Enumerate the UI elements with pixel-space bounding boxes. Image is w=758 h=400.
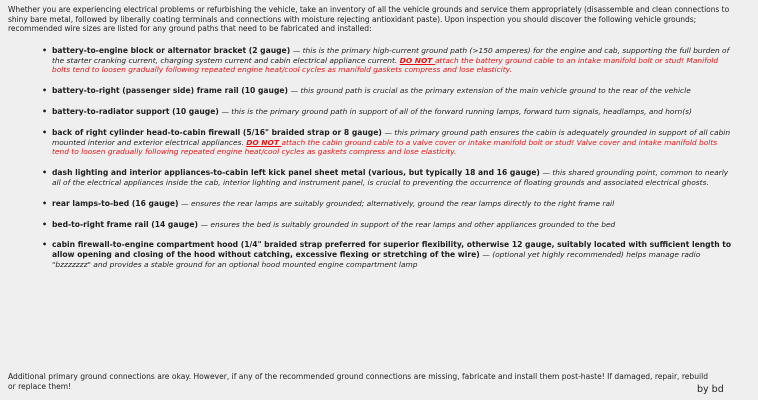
- item-description: this shared grounding point, common to nearly all of the electrical appliances inside the cab, interior lighting and instrument panel, is crucial to preventing the occurrence of floating grounds and associated electrical ghosts.: [52, 168, 729, 187]
- item-dash: —: [290, 86, 301, 96]
- item-title: cabin firewall-to-engine compartment hood (1/4" braided strap preferred for superior flexibility, otherwise 12 gauge, suitably located with sufficient length to allow opening and closing of the hood without catching, excessive flexing or stretching of the wire): [52, 240, 732, 260]
- bullet-icon: •: [42, 168, 48, 178]
- ground-list: [8, 46, 750, 270]
- item-description: this is the primary ground path in support of all of the forward running lamps, forward turn signals, headlamps, and horn(s): [231, 106, 692, 116]
- item-description: (optional yet highly recommended) helps manage radio "bzzzzzzz" and provides a stable ground for an optional hood mounted engine compartment lamp: [52, 250, 701, 269]
- list-item: [42, 127, 750, 157]
- item-description: this primary ground path ensures the cabin is adequately grounded in support of all cabin mounted interior and exterior electrical appliances.: [52, 127, 731, 147]
- item-dash: —: [482, 250, 493, 260]
- item-dash: —: [384, 127, 395, 137]
- do-not-warning: DO NOT: [399, 55, 435, 65]
- author-signature: by bd: [697, 384, 724, 395]
- bullet-icon: •: [42, 45, 48, 55]
- do-not-warning: DO NOT: [246, 137, 282, 147]
- item-dash: —: [221, 106, 232, 116]
- list-item: [42, 198, 750, 209]
- list-item: [42, 45, 750, 75]
- list-item: [42, 219, 750, 230]
- item-dash: —: [200, 219, 211, 229]
- bullet-icon: •: [42, 198, 48, 208]
- list-item: [42, 86, 750, 96]
- item-title: battery-to-radiator support (10 gauge): [52, 106, 222, 116]
- warning-text: attach the cabin ground cable to a valve cover or intake manifold bolt or stud! Valve cover and intake manifold bolts tend to loosen gradually following repeated engine heat/cool cycles as gaskets compress and lose elasticity.: [52, 137, 718, 157]
- list-item: [42, 240, 750, 269]
- item-dash: —: [181, 198, 191, 208]
- bullet-icon: •: [42, 106, 48, 116]
- bullet-icon: •: [42, 127, 48, 137]
- item-title: battery-to-engine block or alternator bracket (2 gauge): [52, 45, 293, 55]
- list-item: [42, 106, 750, 117]
- warning-text: attach the battery ground cable to an intake manifold bolt or stud! Manifold bolts tend to loosen gradually following repeated engine heat/cool cycles as manifold gaskets compress and lose elasticity.: [52, 55, 719, 75]
- item-description: this ground path is crucial as the primary extension of the main vehicle ground to the rear of the vehicle: [300, 86, 691, 96]
- item-description: ensures the bed is suitably grounded in support of the rear lamps and other appliances grounded to the bed: [210, 219, 616, 229]
- item-title: battery-to-right (passenger side) frame rail (10 gauge): [52, 86, 291, 96]
- item-title: back of right cylinder head-to-cabin firewall (5/16" braided strap or 8 gauge): [52, 127, 385, 137]
- closing-paragraph: Additional primary ground connections are okay. However, if any of the recommended ground connections are missing, fabricate and install them post-haste! If damaged, repair, rebuild or replace them!: [8, 372, 708, 391]
- intro-paragraph: Whether you are experiencing electrical problems or refurbishing the vehicle, take an inventory of all the vehicle grounds and service them appropriately (disassemble and clean connections to shiny bare metal, followed by liberally coating terminals and connections with moisture rejecting antioxidant paste). Upon inspection you should discover the following vehicle grounds; recommended wire sizes are listed for any ground paths that need to be fabricated and installed:: [8, 5, 730, 34]
- bullet-icon: •: [42, 240, 48, 250]
- bullet-icon: •: [42, 86, 48, 96]
- list-item: [42, 168, 750, 188]
- item-dash: —: [542, 168, 553, 178]
- item-title: rear lamps-to-bed (16 gauge): [52, 198, 182, 208]
- item-title: bed-to-right frame rail (14 gauge): [52, 219, 201, 229]
- bullet-icon: •: [42, 219, 48, 229]
- item-description: ensures the rear lamps are suitably grounded; alternatively, ground the rear lamps directly to the right frame rail: [190, 198, 615, 208]
- item-dash: —: [292, 45, 303, 55]
- item-title: dash lighting and interior appliances-to-cabin left kick panel sheet metal (various, but typically 18 and 16 gauge): [52, 168, 543, 178]
- item-description: this is the primary high-current ground path (>150 amperes) for the engine and cab, supporting the full burden of the starter cranking current, charging system current and cabin electrical appliance current.: [52, 45, 730, 65]
